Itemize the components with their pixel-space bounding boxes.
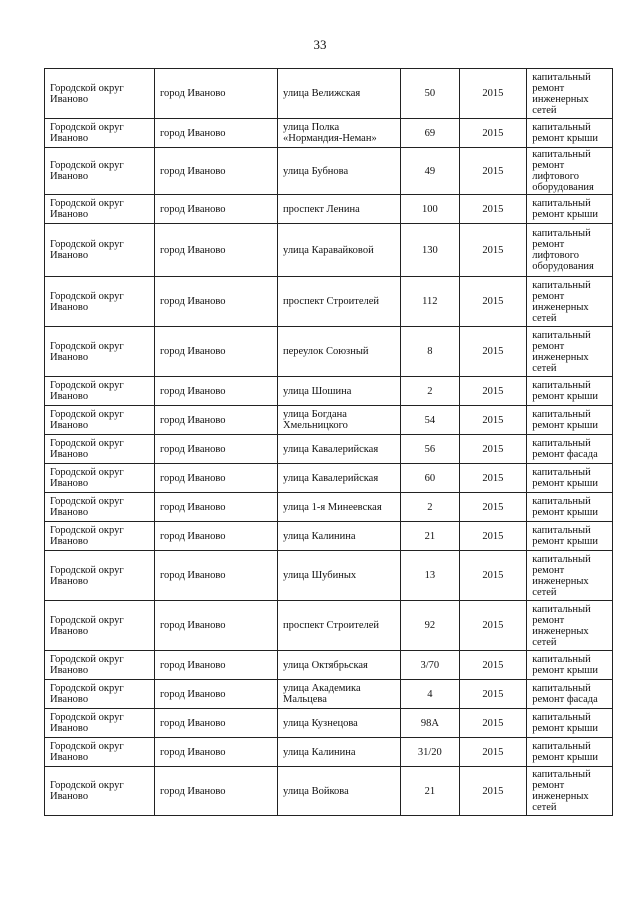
district-cell: Городской округ Иваново	[45, 119, 155, 148]
year-cell: 2015	[459, 738, 527, 767]
work-type-cell: капитальный ремонт инженерных сетей	[527, 69, 613, 119]
work-type-cell: капитальный ремонт крыши	[527, 377, 613, 406]
street-cell: проспект Строителей	[278, 277, 401, 327]
street-cell: улица Шубиных	[278, 551, 401, 601]
year-cell: 2015	[459, 224, 527, 277]
work-type-cell: капитальный ремонт крыши	[527, 493, 613, 522]
page-number: 33	[313, 37, 327, 52]
table-row	[45, 224, 613, 277]
city-cell: город Иваново	[154, 767, 277, 816]
table-row	[45, 651, 613, 680]
year-cell: 2015	[459, 767, 527, 816]
street-cell: улица Октябрьская	[278, 651, 401, 680]
district-cell: Городской округ Иваново	[45, 551, 155, 601]
city-cell: город Иваново	[154, 195, 277, 224]
district-cell: Городской округ Иваново	[45, 522, 155, 551]
work-type-cell: капитальный ремонт лифтового оборудования	[527, 148, 613, 195]
work-type-cell: капитальный ремонт лифтового оборудования	[527, 224, 613, 277]
district-cell: Городской округ Иваново	[45, 601, 155, 651]
table-row	[45, 709, 613, 738]
year-cell: 2015	[459, 277, 527, 327]
city-cell: город Иваново	[154, 680, 277, 709]
table-row	[45, 464, 613, 493]
year-cell: 2015	[459, 148, 527, 195]
district-cell: Городской округ Иваново	[45, 680, 155, 709]
street-cell: улица Каравайковой	[278, 224, 401, 277]
work-type-cell: капитальный ремонт крыши	[527, 738, 613, 767]
year-cell: 2015	[459, 406, 527, 435]
year-cell: 2015	[459, 709, 527, 738]
street-cell: улица Шошина	[278, 377, 401, 406]
house-number-cell: 60	[401, 464, 460, 493]
table-row	[45, 493, 613, 522]
work-type-cell: капитальный ремонт крыши	[527, 195, 613, 224]
street-cell: улица Кузнецова	[278, 709, 401, 738]
house-number-cell: 69	[401, 119, 460, 148]
street-cell: улица Кавалерийская	[278, 435, 401, 464]
street-cell: улица Войкова	[278, 767, 401, 816]
table-row	[45, 327, 613, 377]
year-cell: 2015	[459, 522, 527, 551]
year-cell: 2015	[459, 119, 527, 148]
table-row	[45, 601, 613, 651]
house-number-cell: 21	[401, 522, 460, 551]
city-cell: город Иваново	[154, 277, 277, 327]
district-cell: Городской округ Иваново	[45, 69, 155, 119]
work-type-cell: капитальный ремонт крыши	[527, 651, 613, 680]
house-number-cell: 49	[401, 148, 460, 195]
year-cell: 2015	[459, 551, 527, 601]
table-row	[45, 377, 613, 406]
district-cell: Городской округ Иваново	[45, 738, 155, 767]
work-type-cell: капитальный ремонт инженерных сетей	[527, 601, 613, 651]
house-number-cell: 54	[401, 406, 460, 435]
table-row	[45, 148, 613, 195]
city-cell: город Иваново	[154, 651, 277, 680]
district-cell: Городской округ Иваново	[45, 224, 155, 277]
work-type-cell: капитальный ремонт инженерных сетей	[527, 767, 613, 816]
city-cell: город Иваново	[154, 224, 277, 277]
table-row	[45, 435, 613, 464]
city-cell: город Иваново	[154, 148, 277, 195]
district-cell: Городской округ Иваново	[45, 377, 155, 406]
street-cell: улица 1-я Минеевская	[278, 493, 401, 522]
city-cell: город Иваново	[154, 406, 277, 435]
year-cell: 2015	[459, 651, 527, 680]
house-number-cell: 3/70	[401, 651, 460, 680]
house-number-cell: 2	[401, 377, 460, 406]
year-cell: 2015	[459, 377, 527, 406]
district-cell: Городской округ Иваново	[45, 651, 155, 680]
district-cell: Городской округ Иваново	[45, 277, 155, 327]
work-type-cell: капитальный ремонт крыши	[527, 709, 613, 738]
table-row	[45, 767, 613, 816]
year-cell: 2015	[459, 680, 527, 709]
work-type-cell: капитальный ремонт крыши	[527, 464, 613, 493]
house-number-cell: 2	[401, 493, 460, 522]
district-cell: Городской округ Иваново	[45, 406, 155, 435]
year-cell: 2015	[459, 493, 527, 522]
table-body	[45, 69, 613, 816]
year-cell: 2015	[459, 435, 527, 464]
city-cell: город Иваново	[154, 119, 277, 148]
house-number-cell: 92	[401, 601, 460, 651]
street-cell: улица Кавалерийская	[278, 464, 401, 493]
street-cell: улица Калинина	[278, 738, 401, 767]
house-number-cell: 100	[401, 195, 460, 224]
city-cell: город Иваново	[154, 435, 277, 464]
district-cell: Городской округ Иваново	[45, 493, 155, 522]
house-number-cell: 112	[401, 277, 460, 327]
work-type-cell: капитальный ремонт фасада	[527, 680, 613, 709]
year-cell: 2015	[459, 195, 527, 224]
house-number-cell: 21	[401, 767, 460, 816]
street-cell: улица Велижская	[278, 69, 401, 119]
city-cell: город Иваново	[154, 464, 277, 493]
work-type-cell: капитальный ремонт крыши	[527, 406, 613, 435]
district-cell: Городской округ Иваново	[45, 709, 155, 738]
city-cell: город Иваново	[154, 551, 277, 601]
city-cell: город Иваново	[154, 493, 277, 522]
city-cell: город Иваново	[154, 327, 277, 377]
house-number-cell: 56	[401, 435, 460, 464]
street-cell: улица Калинина	[278, 522, 401, 551]
repair-registry-table	[44, 68, 613, 816]
year-cell: 2015	[459, 327, 527, 377]
street-cell: улица Полка «Нормандия-Неман»	[278, 119, 401, 148]
street-cell: переулок Союзный	[278, 327, 401, 377]
table-row	[45, 738, 613, 767]
city-cell: город Иваново	[154, 377, 277, 406]
house-number-cell: 13	[401, 551, 460, 601]
work-type-cell: капитальный ремонт инженерных сетей	[527, 277, 613, 327]
district-cell: Городской округ Иваново	[45, 327, 155, 377]
work-type-cell: капитальный ремонт инженерных сетей	[527, 551, 613, 601]
house-number-cell: 8	[401, 327, 460, 377]
year-cell: 2015	[459, 69, 527, 119]
work-type-cell: капитальный ремонт фасада	[527, 435, 613, 464]
city-cell: город Иваново	[154, 69, 277, 119]
district-cell: Городской округ Иваново	[45, 767, 155, 816]
street-cell: проспект Строителей	[278, 601, 401, 651]
table-row	[45, 680, 613, 709]
district-cell: Городской округ Иваново	[45, 464, 155, 493]
house-number-cell: 50	[401, 69, 460, 119]
table-row	[45, 551, 613, 601]
work-type-cell: капитальный ремонт крыши	[527, 522, 613, 551]
district-cell: Городской округ Иваново	[45, 195, 155, 224]
year-cell: 2015	[459, 601, 527, 651]
house-number-cell: 98А	[401, 709, 460, 738]
city-cell: город Иваново	[154, 522, 277, 551]
street-cell: проспект Ленина	[278, 195, 401, 224]
table-row	[45, 522, 613, 551]
district-cell: Городской округ Иваново	[45, 148, 155, 195]
table-row	[45, 69, 613, 119]
table-row	[45, 119, 613, 148]
table-row	[45, 195, 613, 224]
year-cell: 2015	[459, 464, 527, 493]
street-cell: улица Бубнова	[278, 148, 401, 195]
city-cell: город Иваново	[154, 601, 277, 651]
table-row	[45, 277, 613, 327]
street-cell: улица Богдана Хмельницкого	[278, 406, 401, 435]
house-number-cell: 4	[401, 680, 460, 709]
table-row	[45, 406, 613, 435]
work-type-cell: капитальный ремонт крыши	[527, 119, 613, 148]
house-number-cell: 130	[401, 224, 460, 277]
house-number-cell: 31/20	[401, 738, 460, 767]
work-type-cell: капитальный ремонт инженерных сетей	[527, 327, 613, 377]
street-cell: улица Академика Мальцева	[278, 680, 401, 709]
city-cell: город Иваново	[154, 738, 277, 767]
district-cell: Городской округ Иваново	[45, 435, 155, 464]
city-cell: город Иваново	[154, 709, 277, 738]
